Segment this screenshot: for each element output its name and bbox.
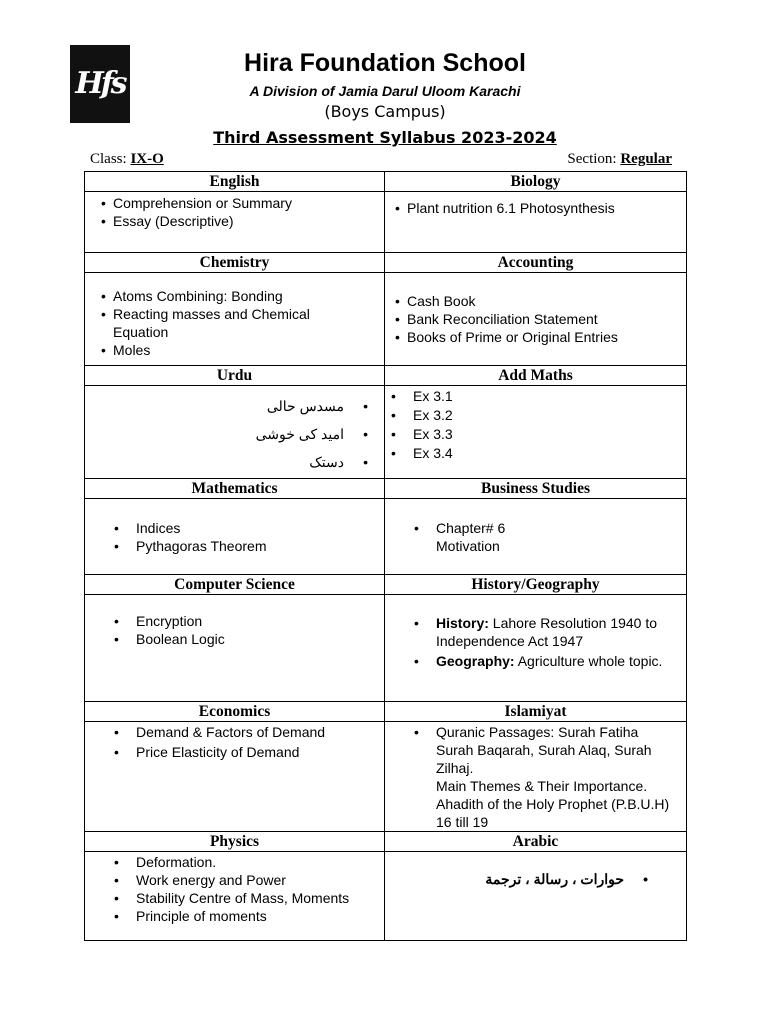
list-item: • Stability Centre of Mass, Moments [136, 889, 384, 907]
list-item: • Indices [136, 519, 384, 537]
section-label: Section: [567, 151, 617, 167]
school-name: Hira Foundation School [244, 49, 526, 77]
class-value: IX-O [130, 151, 164, 167]
list-item: • مسدس حالی [85, 392, 344, 420]
list-item: • Principle of moments [136, 907, 384, 925]
list-item: • Plant nutrition 6.1 Photosynthesis [407, 199, 686, 217]
subject-heading-arabic: Arabic [385, 832, 687, 852]
list-item: • Price Elasticity of Demand [136, 743, 384, 761]
subject-cell-biology [385, 192, 687, 253]
subject-heading-add-maths: Add Maths [385, 366, 687, 386]
subject-cell-islamiyat [385, 722, 687, 832]
list-item: • Boolean Logic [136, 630, 384, 648]
school-logo: Hfs [70, 45, 130, 123]
subject-cell-economics [85, 722, 385, 832]
subject-heading-business-studies: Business Studies [385, 479, 687, 499]
section-value: Regular [620, 151, 672, 167]
list-item: • حوارات ، رسالة ، ترجمة [485, 871, 648, 887]
syllabus-table [84, 171, 687, 941]
subject-heading-islamiyat: Islamiyat [385, 702, 687, 722]
bullet-icon: • [363, 454, 368, 470]
list-item: • Cash Book [407, 292, 686, 310]
bullet-icon: • [363, 426, 368, 442]
subject-heading-accounting: Accounting [385, 253, 687, 273]
list-item: • Books of Prime or Original Entries [407, 328, 686, 346]
bullet-icon: • [363, 398, 368, 414]
section-line [567, 151, 672, 168]
subject-heading-physics: Physics [85, 832, 385, 852]
list-item: • Bank Reconciliation Statement [407, 310, 686, 328]
subject-heading-chemistry: Chemistry [85, 253, 385, 273]
class-line [90, 151, 164, 168]
list-item: • Pythagoras Theorem [136, 537, 384, 555]
subject-cell-english [85, 192, 385, 253]
list-item: • Encryption [136, 612, 384, 630]
subject-cell-arabic [385, 852, 687, 941]
list-item: • Moles [113, 341, 344, 359]
list-item: • Ex 3.4 [413, 444, 686, 463]
subject-heading-computer-science: Computer Science [85, 575, 385, 595]
bullet-icon: • [643, 871, 648, 887]
list-item: • Quranic Passages: Surah Fatiha Surah Baqarah, Surah Alaq, Surah Zilhaj. Main Themes & Their Importance. Ahadith of the Holy Prophet (P.B.U.H) 16 till 19 [436, 723, 670, 831]
campus-line: (Boys Campus) [324, 102, 446, 121]
list-item: • Chapter# 6 Motivation [436, 519, 686, 555]
list-item: • Demand & Factors of Demand [136, 723, 384, 741]
subject-heading-english: English [85, 172, 385, 192]
list-item: • Work energy and Power [136, 871, 384, 889]
subject-cell-computer-science [85, 595, 385, 702]
list-item: • امید کی خوشی [85, 420, 344, 448]
list-item: • Geography: Agriculture whole topic. [436, 652, 678, 670]
subject-cell-accounting [385, 273, 687, 366]
list-item: • Atoms Combining: Bonding [113, 287, 344, 305]
subject-heading-biology: Biology [385, 172, 687, 192]
subject-cell-mathematics [85, 499, 385, 575]
subject-cell-business-studies [385, 499, 687, 575]
list-item: • History: Lahore Resolution 1940 to Independence Act 1947 [436, 614, 678, 650]
list-item: • Ex 3.3 [413, 425, 686, 444]
subject-cell-chemistry [85, 273, 385, 366]
division-line: A Division of Jamia Darul Uloom Karachi [249, 83, 521, 99]
subject-cell-add-maths [385, 386, 687, 479]
subject-cell-physics [85, 852, 385, 941]
subject-cell-history-geography [385, 595, 687, 702]
subject-heading-history-geography: History/Geography [385, 575, 687, 595]
list-item: • Essay (Descriptive) [113, 212, 384, 230]
class-label: Class: [90, 151, 127, 167]
subject-heading-urdu: Urdu [85, 366, 385, 386]
list-item: • Reacting masses and Chemical Equation [113, 305, 344, 341]
subject-cell-urdu [85, 386, 385, 479]
list-item: • Ex 3.2 [413, 406, 686, 425]
subject-heading-economics: Economics [85, 702, 385, 722]
list-item: • Deformation. [136, 853, 384, 871]
list-item: • دستک [85, 448, 344, 476]
list-item: • Comprehension or Summary [113, 194, 384, 212]
list-item: • Ex 3.1 [413, 387, 686, 406]
subject-heading-mathematics: Mathematics [85, 479, 385, 499]
syllabus-title: Third Assessment Syllabus 2023-2024 [213, 128, 557, 147]
